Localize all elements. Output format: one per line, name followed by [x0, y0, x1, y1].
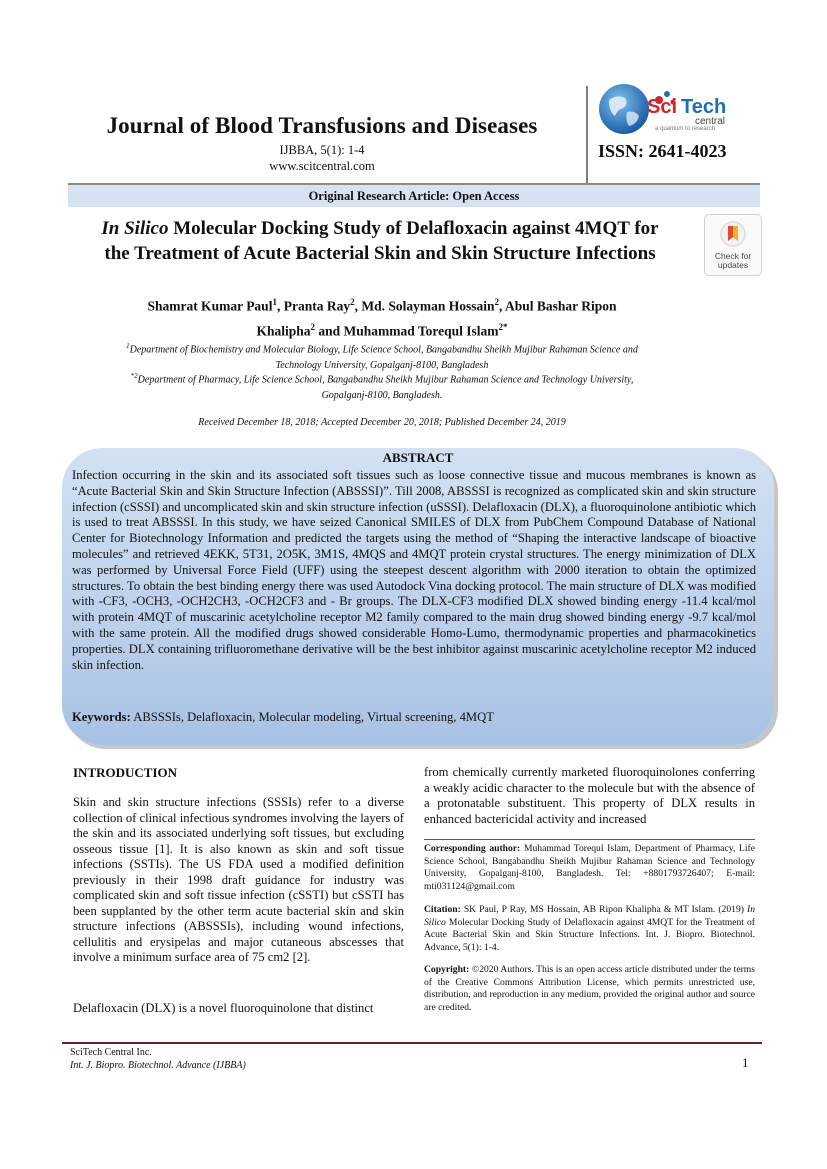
copyright-note: Copyright: ©2020 Authors. This is an open access article distributed under the terms of the Creative Commons Attribution License, which permits unrestricted use, distribution, and reproduction in any medium, provided the original author and source are credited.: [424, 964, 755, 1013]
footer-publisher: SciTech Central Inc.: [70, 1047, 152, 1058]
abstract-text: Infection occurring in the skin and its associated soft tissues such as loose connective tissue and mucous membranes is known as “Acute Bacterial Skin and Skin Structure Infection (ABSSSI)”. Till 2008, ABSSSI is recognized as complicated skin and skin structure infection (cSSSI) and uncomplicated skin and skin structure infection (uSSSI). Delafloxacin (DLX), a fluoroquinolone antibiotic which is used to treat ABSSSI. In this study, we have seized Canonical SMILES of DLX from PubChem Compound Database of National Center for Biotechnology Information and predicted the targets using the method of “Shaping the interactive landscape of bioactive molecules” and retrieved 4EKK, 5T31, 2O5K, 3M1S, 4MQS and 4MQT protein crystal structures. The energy minimization of DLX was performed by Universal Force Field (UFF) using the steepest descent algorithm with 2000 iteration to obtain the optimized structures. To obtain the best binding energy there was used Autodock Vina docking protocol. The main structure of DLX was modified with -CF3, -OCH3, -OCH2CH3, -OCH2CF3 and - Br groups. The DLX-CF3 modified DLX showed binding energy -11.4 kcal/mol with protein 4MQT of muscarinic acetylcholine receptor M2 family compared to the main drug showed binding energy -9.7 kcal/mol with the same protein. All the modified drugs showed considerable Homo-Lumo, thermodynamic properties and pharmacokinetics properties. DLX containing trifluoromethane derivative will be the best inhibitor against muscarinic acetylcholine receptor M2 induced skin infection.: [72, 468, 756, 672]
title-italic: In Silico: [101, 218, 169, 239]
logo-tagline: a quantum to research.: [655, 126, 717, 132]
keywords-list: ABSSSIs, Delafloxacin, Molecular modeling, Virtual screening, 4MQT: [130, 710, 494, 724]
journal-website[interactable]: www.scitcentral.com: [269, 159, 375, 173]
keywords-label: Keywords:: [72, 710, 131, 724]
publication-dates: Received December 18, 2018; Accepted December 20, 2018; Published December 24, 2019: [198, 417, 566, 428]
article-title: [62, 216, 698, 266]
intro-paragraph-2: Delafloxacin (DLX) is a novel fluoroquinolone that distinct: [73, 1001, 374, 1015]
header-divider: [586, 86, 588, 183]
affiliation-1: $^1$Department of Biochemistry and Molecular Biology, Life Science School, Bangabandhu Sheikh Mujibur Rahaman Science and Technology University, Gopalganj-8100, Bangladesh: [126, 342, 638, 372]
footer-rule: [62, 1042, 762, 1044]
intro-paragraph-1: Skin and skin structure infections (SSSIs) refer to a diverse collection of clinical infectious syndromes involving the layers of the skin and its associated underlying soft tissues, but excluding osseous tissue [1]. It is also known as skin and soft tissue infections (SSTIs). The US FDA used a modified definition previously in their 1998 draft guidance for industry was complicated skin and soft tissue infection (cSSTI) but cSSTI has been supplanted by the other term acute bacterial skin and skin structure infections (ABSSSIs), including wound infections, cellulitis and erysipelas and major cutaneous abscesses that involve a minimum surface area of 75 cm2 [2].: [73, 795, 404, 964]
journal-citation: [62, 142, 582, 174]
journal-title: Journal of Blood Transfusions and Diseases: [106, 113, 538, 138]
author-list: Shamrat Kumar Paul$^1$, Pranta Ray$^2$, Md. Solayman Hossain$^2$, Abul Bashar Ripon Khalipha$^2$ and Muhammad Torequl Islam$^{2*}$: [147, 297, 617, 338]
scitech-logo: [597, 82, 737, 137]
affiliation-2: $^{*2}$Department of Pharmacy, Life Science School, Bangabandhu Sheikh Mujibur Rahaman Science and Technology University, Gopalganj-8100, Bangladesh.: [130, 372, 634, 402]
citation-short: IJBBA, 5(1): 1-4: [279, 143, 365, 157]
issn: ISSN: 2641-4023: [598, 141, 727, 161]
logo-tech: Tech: [681, 96, 727, 118]
corresponding-author: Corresponding author: Muhammad Torequl Islam, Department of Pharmacy, Life Science School, Bangabandhu Sheikh Mujibur Rahaman Science and Technology University, Gopalganj-8100, Bangladesh. Tel: +8801793726407; E-mail: mti031124@gmail.com: [424, 843, 756, 892]
article-type-band: Original Research Article: Open Access: [68, 185, 760, 207]
check-for-updates-button[interactable]: [704, 214, 762, 276]
abstract-heading: ABSTRACT: [382, 450, 454, 465]
bookmark-icon: [720, 221, 746, 247]
logo-sci: Sci: [647, 96, 678, 118]
logo-central: central: [695, 116, 726, 127]
page-number: 1: [742, 1055, 749, 1070]
section-heading-introduction: INTRODUCTION: [73, 765, 178, 780]
citation-note: Citation: SK Paul, P Ray, MS Hossain, AB Ripon Khalipha & MT Islam. (2019) In Silico Molecular Docking Study of Delafloxacin against 4MQT for the Treatment of Acute Bacterial Skin and Skin Structure Infections. Int. J. Biopro. Biotechnol. Advance, 5(1): 1-4.: [424, 904, 755, 953]
footer-journal: Int. J. Biopro. Biotechnol. Advance (IJBBA): [70, 1060, 246, 1071]
notes-rule: [424, 839, 755, 840]
title-line1: Molecular Docking Study of Delafloxacin against 4MQT for: [168, 218, 659, 239]
title-line2: the Treatment of Acute Bacterial Skin and Skin Structure Infections: [104, 243, 656, 264]
intro-paragraph-right: from chemically currently marketed fluoroquinolones conferring a weakly acidic character to the molecule but with the absence of a protonatable substituent. This property of DLX results in enhanced bactericidal activity and increased: [424, 765, 755, 826]
keywords: [72, 710, 756, 725]
check-updates-label: Check for updates: [714, 251, 752, 270]
